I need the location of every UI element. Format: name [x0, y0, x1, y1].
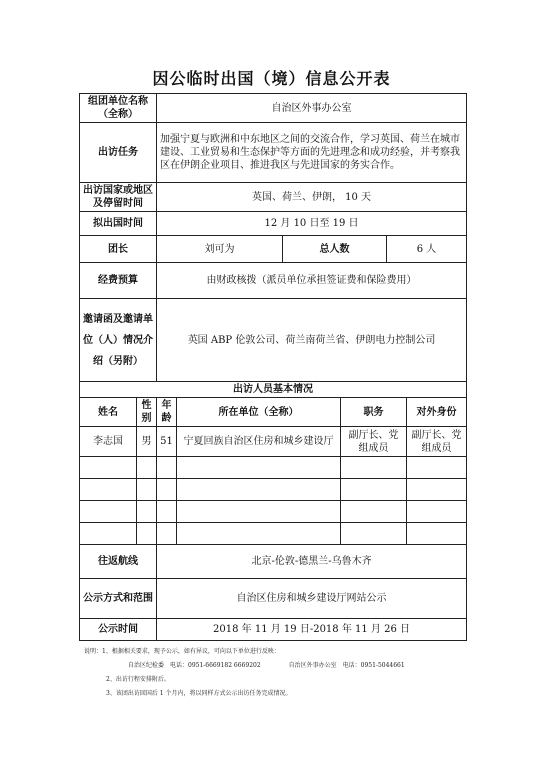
route-value: 北京-伦敦-德黑兰-乌鲁木齐 [157, 545, 467, 579]
col-header-foreign-identity: 对外身份 [407, 398, 467, 427]
col-header-gender: 性别 [137, 398, 157, 427]
budget-row [80, 263, 467, 299]
col-header-age: 年龄 [157, 398, 177, 427]
member-foreign-identity: 副厅长、党组成员 [407, 427, 467, 457]
org-label: 组团单位名称（全称） [80, 94, 157, 123]
total-count-value: 6 人 [387, 236, 467, 263]
member-age: 51 [157, 427, 177, 457]
task-row [80, 123, 467, 183]
member-name: 李志国 [80, 427, 137, 457]
members-header-row [80, 398, 467, 427]
publish-time-value: 2018 年 11 月 19 日-2018 年 11 月 26 日 [157, 619, 467, 641]
route-row [80, 545, 467, 579]
note-contact-discipline: 自治区纪检委 电话：0951-6669182 6669202 [128, 662, 261, 669]
org-value: 自治区外事办公室 [157, 94, 467, 123]
member-gender: 男 [137, 427, 157, 457]
publish-time-label: 公示时间 [80, 619, 157, 641]
planned-time-value: 12 月 10 日至 19 日 [157, 212, 467, 236]
note-line-4: 3、该团出访回国后 1 个月内，将以同样方式公示出访任务完成情况。 [106, 690, 292, 697]
leader-value: 刘可为 [157, 236, 283, 263]
countries-value: 英国、荷兰、伊朗， 10 天 [157, 183, 467, 212]
total-count-label: 总人数 [283, 236, 387, 263]
members-section-title: 出访人员基本情况 [80, 382, 467, 398]
member-position: 副厅长、党组成员 [341, 427, 407, 457]
publish-method-label: 公示方式和范围 [80, 579, 157, 619]
members-section-row [80, 382, 467, 398]
table-row [80, 427, 467, 457]
route-label: 往返航线 [80, 545, 157, 579]
table-row-empty [80, 523, 467, 545]
countries-label: 出访国家或地区及停留时间 [80, 183, 157, 212]
table-row-empty [80, 457, 467, 479]
task-value: 加强宁夏与欧洲和中东地区之间的交流合作，学习英国、荷兰在城市建设、工业贸易和生态保护等方面的先进理念和成功经验，并考察我区在伊朗企业项目、推进我区与先进国家的务实合作。 [157, 123, 467, 183]
countries-row [80, 183, 467, 212]
note-line-2 [84, 659, 464, 673]
publish-method-value: 自治区住房和城乡建设厅网站公示 [157, 579, 467, 619]
invite-value: 英国 ABP 伦敦公司、荷兰南荷兰省、伊朗电力控制公司 [157, 299, 467, 382]
invite-label: 邀请函及邀请单位（人）情况介绍（另附） [80, 299, 157, 382]
col-header-name: 姓名 [80, 398, 137, 427]
leader-row [80, 236, 467, 263]
budget-value: 由财政核拨（派员单位承担签证费和保险费用） [157, 263, 467, 299]
publish-method-row [80, 579, 467, 619]
leader-label: 团长 [80, 236, 157, 263]
note-line-1: 说明：1、根据相关要求，现予公示，如有异议，可向以下单位进行反映： [84, 648, 280, 655]
table-row-empty [80, 501, 467, 523]
disclosure-form-table [79, 93, 467, 641]
org-row [80, 94, 467, 123]
table-row-empty [80, 479, 467, 501]
planned-time-label: 拟出国时间 [80, 212, 157, 236]
note-line-3: 2、出访行程安排附后。 [106, 676, 170, 683]
notes [84, 645, 464, 701]
member-unit: 宁夏回族自治区住房和城乡建设厅 [177, 427, 341, 457]
task-label: 出访任务 [80, 123, 157, 183]
invite-row [80, 299, 467, 382]
publish-time-row [80, 619, 467, 641]
col-header-unit: 所在单位（全称） [177, 398, 341, 427]
col-header-position: 职务 [341, 398, 407, 427]
budget-label: 经费预算 [80, 263, 157, 299]
note-contact-foreign-affairs: 自治区外事办公室 电话：0951-5044661 [288, 662, 405, 669]
page-title: 因公临时出国（境）信息公开表 [152, 69, 391, 88]
planned-time-row [80, 212, 467, 236]
